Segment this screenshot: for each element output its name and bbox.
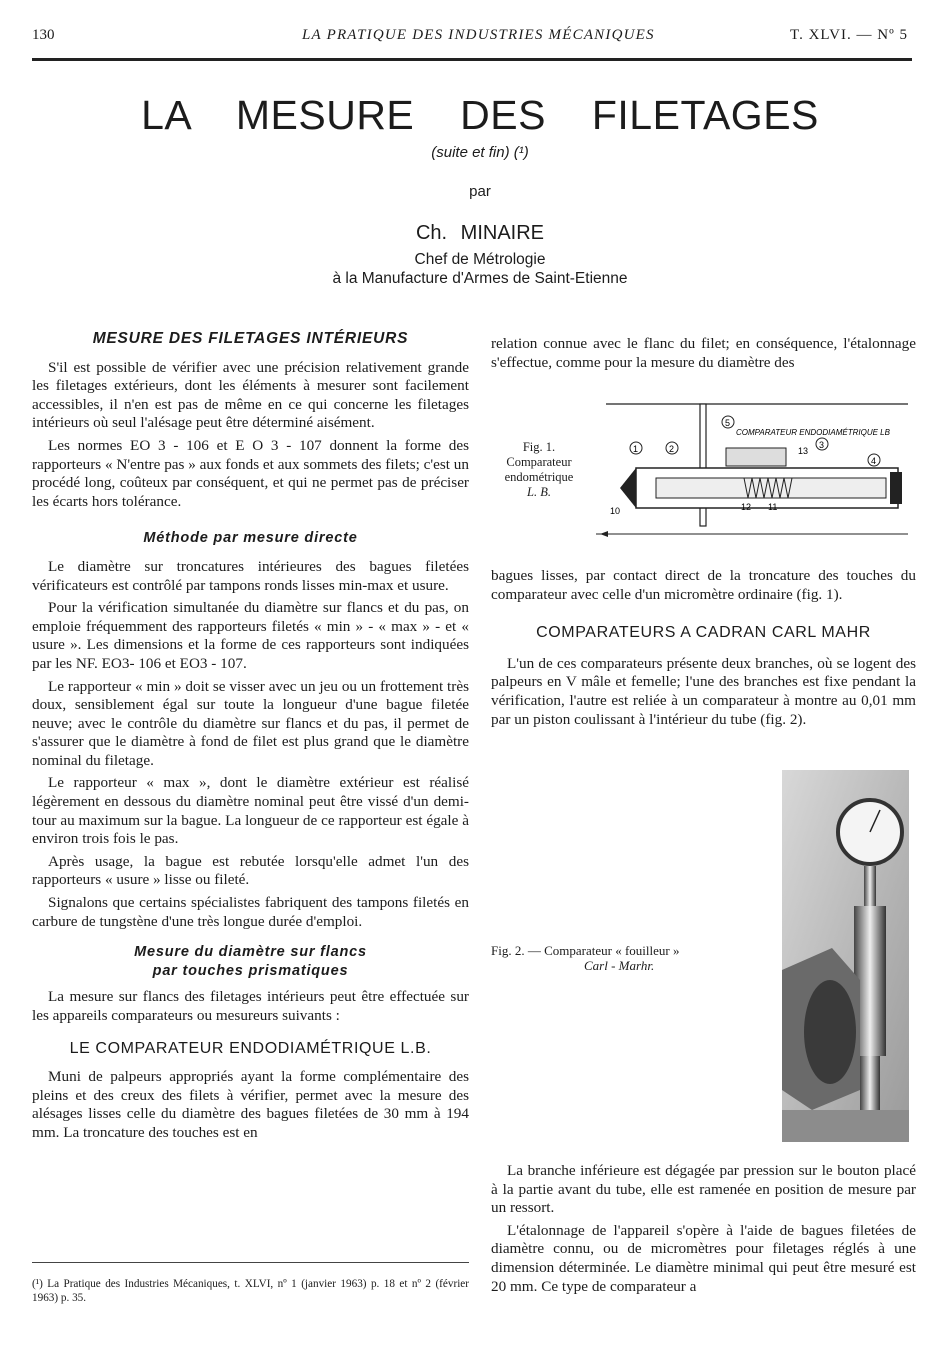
author-affiliation <box>0 250 930 288</box>
paragraph: bagues lisses, par contact direct de la troncature des touches du comparateur avec celle d'un micromètre ordinaire (fig. 1). <box>491 567 916 603</box>
figure-1-caption <box>490 440 588 500</box>
ring-bore <box>804 980 856 1084</box>
article-title: LA MESURE DES FILETAGES <box>141 92 819 138</box>
paragraph: Les normes EO 3 - 106 et E O 3 - 107 donnent la forme des rapporteurs « N'entre pas » aux fonds et aux sommets des filets; c'est un procédé long, coûteux par conséquent, et qui ne permet pas de préciser les écarts hors tolérance. <box>32 436 469 510</box>
paragraph: La mesure sur flancs des filetages intérieurs peut être effectuée sur les appareils comparateurs ou mesureurs suivants : <box>32 988 469 1024</box>
fig1-caption-text: Comparateur endométrique <box>504 455 574 484</box>
section-heading-carl-mahr: COMPARATEURS A CADRAN CARL MAHR <box>536 624 871 642</box>
fig2-caption-line-1: Fig. 2. — Comparateur « fouilleur » <box>491 943 680 958</box>
affiliation-line-2: à la Manufacture d'Armes de Saint-Etienne <box>332 270 628 287</box>
paragraph: relation connue avec le flanc du filet; en conséquence, l'étalonnage s'effectue, comme pour la mesure du diamètre des <box>491 335 916 371</box>
figure-2-photo <box>782 770 909 1142</box>
section-heading-methode: Méthode par mesure directe <box>143 530 358 547</box>
fig1-endcap <box>890 472 902 504</box>
fig1-num-5: 5 <box>725 418 731 428</box>
fig1-caption-lb: L. B. <box>527 485 551 499</box>
paragraph: Le diamètre sur troncatures intérieures des bagues filetées vérificateurs est contrôlé par tampons ronds lisses min-max et usure. <box>32 557 469 594</box>
right-column-bottom <box>491 1162 916 1300</box>
section-heading-interieurs: MESURE DES FILETAGES INTÉRIEURS <box>92 330 409 347</box>
section-heading-flancs-2: par touches prismatiques <box>152 962 349 979</box>
article-subtitle: (suite et fin) (¹) <box>431 144 529 161</box>
running-header <box>32 27 908 47</box>
byline-par: par <box>469 183 491 200</box>
footnote: (¹) La Pratique des Industries Mécaniques, t. XLVI, nº 1 (janvier 1963) p. 18 et nº 2 (février 1963) p. 35. <box>32 1278 469 1304</box>
header-rule <box>32 58 912 61</box>
paragraph: Pour la vérification simultanée du diamètre sur flancs et du pas, on emploie fréquemment des rapporteurs filetés « min » - « max » - et « usure ». Les dimensions et la forme de ces rapporteurs sont indiquées par les NF. EO3- 106 et EO3 - 107. <box>32 599 469 672</box>
fig1-num-3: 3 <box>819 440 825 450</box>
journal-title: LA PRATIQUE DES INDUSTRIES MÉCANIQUES <box>302 27 655 43</box>
paragraph: Muni de palpeurs appropriés ayant la forme complémentaire des pleins et des creux des filets à vérifier, permet avec la mesure des alésages lisses celle du diamètre des bagues filetées de 30 mm à 194 mm. La troncature des touches est en <box>32 1068 469 1141</box>
fig1-num-2: 2 <box>669 444 675 454</box>
paragraph: Le rapporteur « max », dont le diamètre extérieur est réalisé légèrement en dessous du diamètre nominal peut être vissé d'un demi-tour au maximum sur la bague. La longueur de ce rapporteur est égale à environ trois fois le pas. <box>32 774 469 848</box>
page-number: 130 <box>32 27 55 43</box>
paragraph: Le rapporteur « min » doit se visser avec un jeu ou un frottement très doux, sensiblement égal sur toute la longueur d'une bague filetée neuve; avec le contrôle du diamètre sur flancs et du pas, il permet de s'assurer que le diamètre à fond de filet est plus grand que le diamètre nominal du filetage. <box>32 677 469 769</box>
section-heading-comparateur-lb: LE COMPARATEUR ENDODIAMÉTRIQUE L.B. <box>69 1039 432 1057</box>
left-column <box>32 330 469 1147</box>
fig1-caption-number: Fig. 1. <box>522 440 556 454</box>
figure-2-caption <box>491 943 776 973</box>
fig1-num-1: 1 <box>633 444 639 454</box>
fig1-num-12: 12 <box>741 502 752 512</box>
figure-1-drawing <box>596 396 912 542</box>
fig1-dial <box>726 448 786 466</box>
author-name: Ch. MINAIRE <box>415 222 545 244</box>
fig1-label: COMPARATEUR ENDODIAMÉTRIQUE LB <box>736 428 890 437</box>
fig1-nose <box>620 468 636 508</box>
paragraph: L'étalonnage de l'appareil s'opère à l'aide de bagues filetées de diamètre connu, ou de micromètres pour filetages réglés à une dimension déterminée. Le diamètre minimal qui peut être mesuré est 20 mm. Ce type de comparateur a <box>491 1221 916 1295</box>
fig1-arrow-left <box>600 531 608 537</box>
section-heading-flancs-1: Mesure du diamètre sur flancs <box>134 944 367 961</box>
photo-floor <box>782 1110 909 1142</box>
fig1-num-11: 11 <box>768 502 778 512</box>
right-column-top <box>491 335 916 376</box>
affiliation-line-1: Chef de Métrologie <box>414 251 546 268</box>
paragraph: S'il est possible de vérifier avec une précision relativement grande les filetages extérieurs, dont les éléments à mesurer sont facilement accessibles, il n'en est pas de même en ce qui concerne les filetages intérieurs où seul l'alésage peut être déterminé aisément. <box>32 358 469 432</box>
paragraph: Après usage, la bague est rebutée lorsqu'elle admet l'un des rapporteurs « usure » lisse ou fileté. <box>32 852 469 889</box>
fig1-num-4: 4 <box>871 456 877 466</box>
paragraph: La branche inférieure est dégagée par pression sur le bouton placé à la partie avant du tube, elle est ramenée en position de mesure par un ressort. <box>491 1162 916 1217</box>
dial-stem <box>864 866 876 906</box>
footnote-rule <box>32 1262 469 1263</box>
fig2-caption-line-2: Carl - Marhr. <box>584 958 655 973</box>
volume-number: T. XLVI. — Nº 5 <box>790 27 908 43</box>
fig1-num-13: 13 <box>798 446 809 456</box>
paragraph: Signalons que certains spécialistes fabriquent des tampons filetés en carbure de tungstène d'une très longue durée d'emploi. <box>32 894 469 930</box>
fig1-num-10: 10 <box>610 506 621 516</box>
right-column-middle <box>491 567 916 733</box>
paragraph: L'un de ces comparateurs présente deux branches, où se logent des palpeurs en V mâle et femelle; l'une des branches est fixe pendant la vérification, l'autre est reliée à un comparateur à montre au 0,01 mm par un piston coulissant à l'intérieur du tube (fig. 2). <box>491 654 916 728</box>
